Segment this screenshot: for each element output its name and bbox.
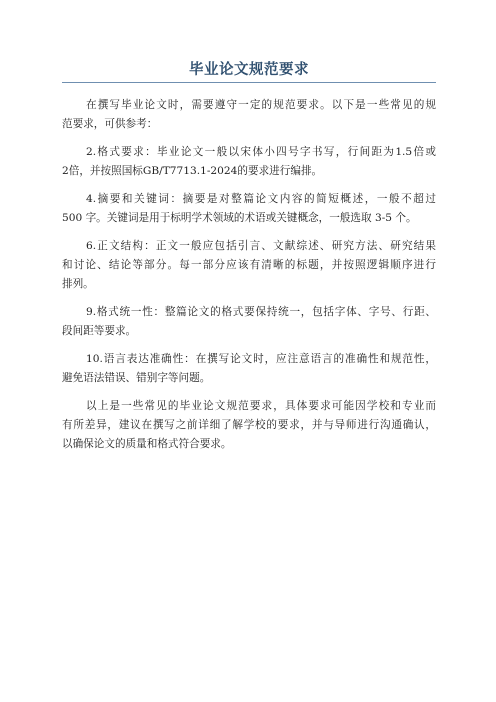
paragraph-line: 500 字。关键词是用于标明学术领域的术语或关键概念，一般选取 3-5 个。 <box>62 212 417 224</box>
document-body <box>62 96 436 463</box>
paragraph-line: 9.格式统一性：整篇论文的格式要保持统一，包括字体、字号、行距、 <box>86 306 436 318</box>
paragraph-line: 2倍，并按照国标GB/T7713.1-2024的要求进行编排。 <box>62 165 323 177</box>
paragraph-format <box>62 143 436 181</box>
paragraph-line: 以上是一些常见的毕业论文规范要求，具体要求可能因学校和专业而 <box>86 400 436 412</box>
paragraph-line: 2.格式要求：毕业论文一般以宋体小四号字书写，行间距为1.5倍或 <box>86 146 436 158</box>
paragraph-line: 以确保论文的质量和格式符合要求。 <box>62 438 232 450</box>
paragraph-line: 避免语法错误、错别字等问题。 <box>62 372 211 384</box>
paragraph-line: 范要求，可供参考： <box>62 118 158 130</box>
paragraph-conclusion <box>62 397 436 454</box>
paragraph-line: 排列。 <box>62 278 94 290</box>
paragraph-structure <box>62 237 436 294</box>
paragraph-line: 在撰写毕业论文时，需要遵守一定的规范要求。以下是一些常见的规 <box>86 99 436 111</box>
paragraph-line: 段间距等要求。 <box>62 325 137 337</box>
paragraph-abstract <box>62 190 436 228</box>
page-title: 毕业论文规范要求 <box>189 61 309 78</box>
title-divider <box>62 82 436 83</box>
paragraph-line: 有所差异，建议在撰写之前详细了解学校的要求，并与导师进行沟通确认， <box>62 419 436 431</box>
paragraph-language <box>62 350 436 388</box>
paragraph-line: 和讨论、结论等部分。每一部分应该有清晰的标题，并按照逻辑顺序进行 <box>62 259 436 271</box>
paragraph-intro <box>62 96 436 134</box>
paragraph-line: 6.正文结构：正文一般应包括引言、文献综述、研究方法、研究结果 <box>86 240 436 252</box>
paragraph-line: 10.语言表达准确性：在撰写论文时，应注意语言的准确性和规范性， <box>86 353 436 365</box>
paragraph-consistency <box>62 303 436 341</box>
paragraph-line: 4.摘要和关键词：摘要是对整篇论文内容的简短概述，一般不超过 <box>86 193 436 205</box>
